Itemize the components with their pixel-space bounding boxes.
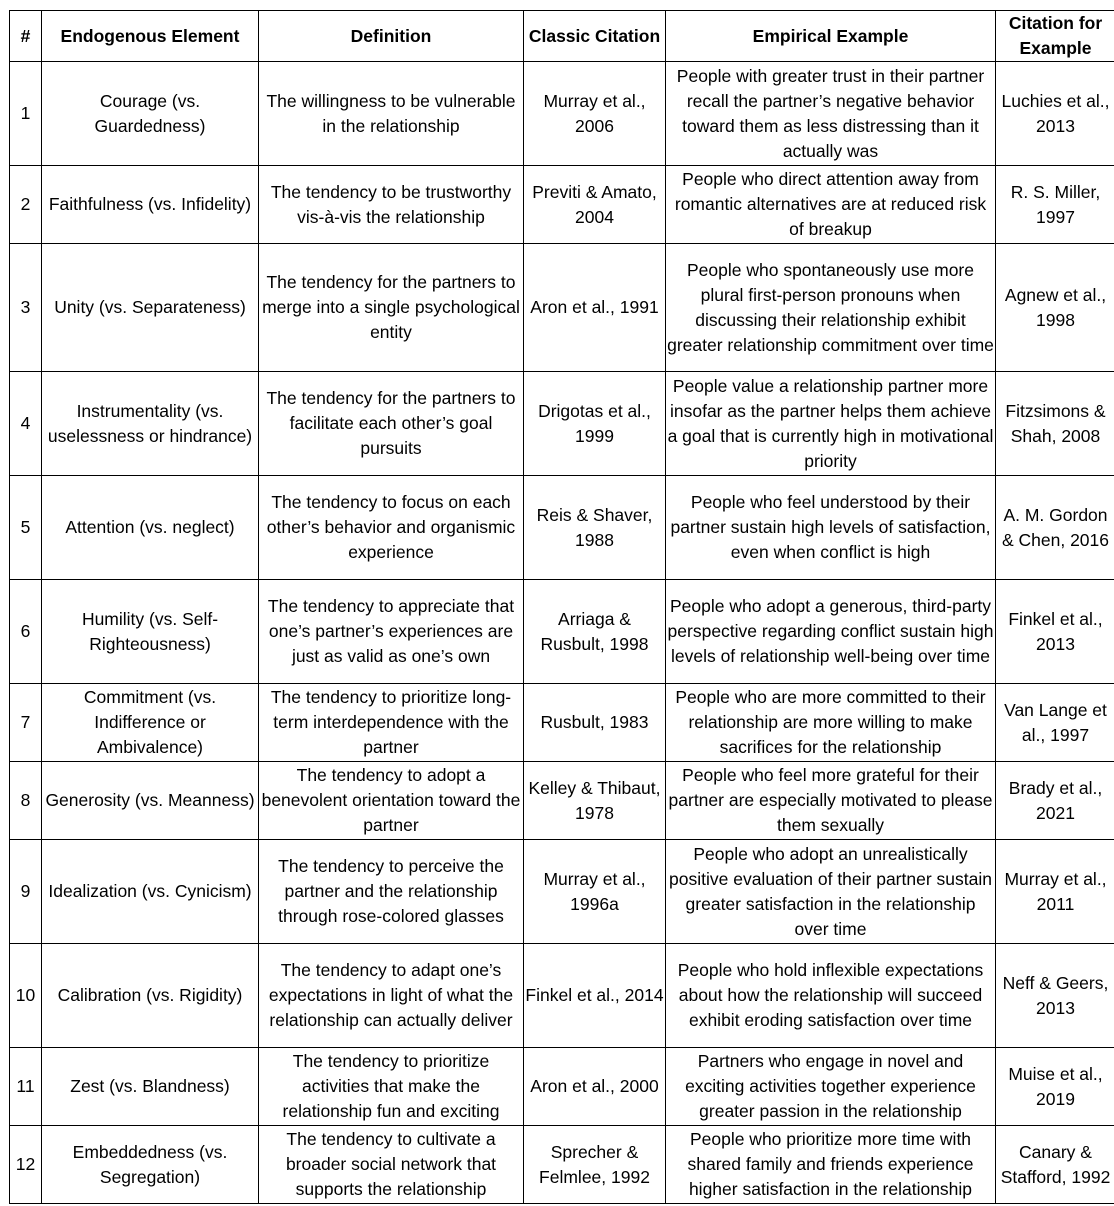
- row-definition: The tendency to cultivate a broader social network that supports the relationship: [259, 1126, 524, 1204]
- row-classic-citation: Kelley & Thibaut, 1978: [524, 762, 666, 840]
- endogenous-elements-table: [9, 10, 1114, 1204]
- row-example-citation: Brady et al., 2021: [996, 762, 1114, 840]
- header-endogenous-element: Endogenous Element: [42, 11, 259, 62]
- header-row: [10, 11, 1114, 62]
- table-row: [10, 62, 1114, 166]
- row-definition: The tendency to adapt one’s expectations in light of what the relationship can actually deliver: [259, 944, 524, 1048]
- row-element: Attention (vs. neglect): [42, 476, 259, 580]
- row-number: 9: [10, 840, 42, 944]
- row-classic-citation: Murray et al., 1996a: [524, 840, 666, 944]
- row-definition: The tendency to appreciate that one’s partner’s experiences are just as valid as one’s own: [259, 580, 524, 684]
- row-empirical-example: People who adopt an unrealistically positive evaluation of their partner sustain greater satisfaction in the relationship over time: [666, 840, 996, 944]
- row-example-citation: Van Lange et al., 1997: [996, 684, 1114, 762]
- row-empirical-example: People who spontaneously use more plural first-person pronouns when discussing their relationship exhibit greater relationship commitment over time: [666, 244, 996, 372]
- row-classic-citation: Arriaga & Rusbult, 1998: [524, 580, 666, 684]
- row-example-citation: Murray et al., 2011: [996, 840, 1114, 944]
- row-number: 4: [10, 372, 42, 476]
- row-number: 1: [10, 62, 42, 166]
- row-classic-citation: Murray et al., 2006: [524, 62, 666, 166]
- row-classic-citation: Finkel et al., 2014: [524, 944, 666, 1048]
- row-number: 5: [10, 476, 42, 580]
- row-element: Instrumentality (vs. uselessness or hindrance): [42, 372, 259, 476]
- row-classic-citation: Drigotas et al., 1999: [524, 372, 666, 476]
- row-example-citation: Agnew et al., 1998: [996, 244, 1114, 372]
- table-row: [10, 372, 1114, 476]
- row-definition: The tendency to adopt a benevolent orientation toward the partner: [259, 762, 524, 840]
- table-row: [10, 944, 1114, 1048]
- row-classic-citation: Previti & Amato, 2004: [524, 166, 666, 244]
- row-number: 11: [10, 1048, 42, 1126]
- row-element: Commitment (vs. Indifference or Ambivalence): [42, 684, 259, 762]
- row-number: 3: [10, 244, 42, 372]
- table-row: [10, 1048, 1114, 1126]
- row-example-citation: Canary & Stafford, 1992: [996, 1126, 1114, 1204]
- row-definition: The tendency to be trustworthy vis-à-vis the relationship: [259, 166, 524, 244]
- row-element: Embeddedness (vs. Segregation): [42, 1126, 259, 1204]
- table-row: [10, 840, 1114, 944]
- row-element: Generosity (vs. Meanness): [42, 762, 259, 840]
- row-element: Unity (vs. Separateness): [42, 244, 259, 372]
- row-empirical-example: People who are more committed to their relationship are more willing to make sacrifices for the relationship: [666, 684, 996, 762]
- row-example-citation: Luchies et al., 2013: [996, 62, 1114, 166]
- row-definition: The tendency to focus on each other’s behavior and organismic experience: [259, 476, 524, 580]
- row-empirical-example: People with greater trust in their partner recall the partner’s negative behavior toward them as less distressing than it actually was: [666, 62, 996, 166]
- header-number: #: [10, 11, 42, 62]
- row-definition: The tendency to perceive the partner and the relationship through rose-colored glasses: [259, 840, 524, 944]
- row-number: 2: [10, 166, 42, 244]
- row-classic-citation: Reis & Shaver, 1988: [524, 476, 666, 580]
- row-definition: The tendency for the partners to merge into a single psychological entity: [259, 244, 524, 372]
- table-row: [10, 1126, 1114, 1204]
- row-classic-citation: Aron et al., 1991: [524, 244, 666, 372]
- row-example-citation: Fitzsimons & Shah, 2008: [996, 372, 1114, 476]
- row-element: Calibration (vs. Rigidity): [42, 944, 259, 1048]
- row-definition: The willingness to be vulnerable in the relationship: [259, 62, 524, 166]
- row-element: Idealization (vs. Cynicism): [42, 840, 259, 944]
- row-definition: The tendency to prioritize activities that make the relationship fun and exciting: [259, 1048, 524, 1126]
- row-example-citation: Muise et al., 2019: [996, 1048, 1114, 1126]
- row-empirical-example: People who feel understood by their partner sustain high levels of satisfaction, even when conflict is high: [666, 476, 996, 580]
- table-row: [10, 166, 1114, 244]
- row-example-citation: A. M. Gordon & Chen, 2016: [996, 476, 1114, 580]
- table-row: [10, 762, 1114, 840]
- table-row: [10, 580, 1114, 684]
- header-empirical-example: Empirical Example: [666, 11, 996, 62]
- header-citation-for-example: Citation for Example: [996, 11, 1114, 62]
- header-definition: Definition: [259, 11, 524, 62]
- row-empirical-example: People who direct attention away from romantic alternatives are at reduced risk of breakup: [666, 166, 996, 244]
- table-row: [10, 244, 1114, 372]
- row-classic-citation: Sprecher & Felmlee, 1992: [524, 1126, 666, 1204]
- row-definition: The tendency for the partners to facilitate each other’s goal pursuits: [259, 372, 524, 476]
- table-body: [10, 62, 1114, 1204]
- row-empirical-example: Partners who engage in novel and exciting activities together experience greater passion in the relationship: [666, 1048, 996, 1126]
- table-row: [10, 476, 1114, 580]
- row-empirical-example: People who hold inflexible expectations about how the relationship will succeed exhibit eroding satisfaction over time: [666, 944, 996, 1048]
- row-classic-citation: Aron et al., 2000: [524, 1048, 666, 1126]
- row-element: Faithfulness (vs. Infidelity): [42, 166, 259, 244]
- row-example-citation: Finkel et al., 2013: [996, 580, 1114, 684]
- row-element: Zest (vs. Blandness): [42, 1048, 259, 1126]
- row-example-citation: R. S. Miller, 1997: [996, 166, 1114, 244]
- table-row: [10, 684, 1114, 762]
- row-empirical-example: People who adopt a generous, third-party perspective regarding conflict sustain high levels of relationship well-being over time: [666, 580, 996, 684]
- header-classic-citation: Classic Citation: [524, 11, 666, 62]
- row-empirical-example: People who feel more grateful for their partner are especially motivated to please them sexually: [666, 762, 996, 840]
- row-definition: The tendency to prioritize long-term interdependence with the partner: [259, 684, 524, 762]
- row-example-citation: Neff & Geers, 2013: [996, 944, 1114, 1048]
- table-header: [10, 11, 1114, 62]
- row-element: Humility (vs. Self-Righteousness): [42, 580, 259, 684]
- row-empirical-example: People value a relationship partner more insofar as the partner helps them achieve a goal that is currently high in motivational priority: [666, 372, 996, 476]
- row-number: 7: [10, 684, 42, 762]
- row-classic-citation: Rusbult, 1983: [524, 684, 666, 762]
- row-number: 12: [10, 1126, 42, 1204]
- row-element: Courage (vs. Guardedness): [42, 62, 259, 166]
- row-number: 10: [10, 944, 42, 1048]
- row-empirical-example: People who prioritize more time with shared family and friends experience higher satisfaction in the relationship: [666, 1126, 996, 1204]
- row-number: 8: [10, 762, 42, 840]
- row-number: 6: [10, 580, 42, 684]
